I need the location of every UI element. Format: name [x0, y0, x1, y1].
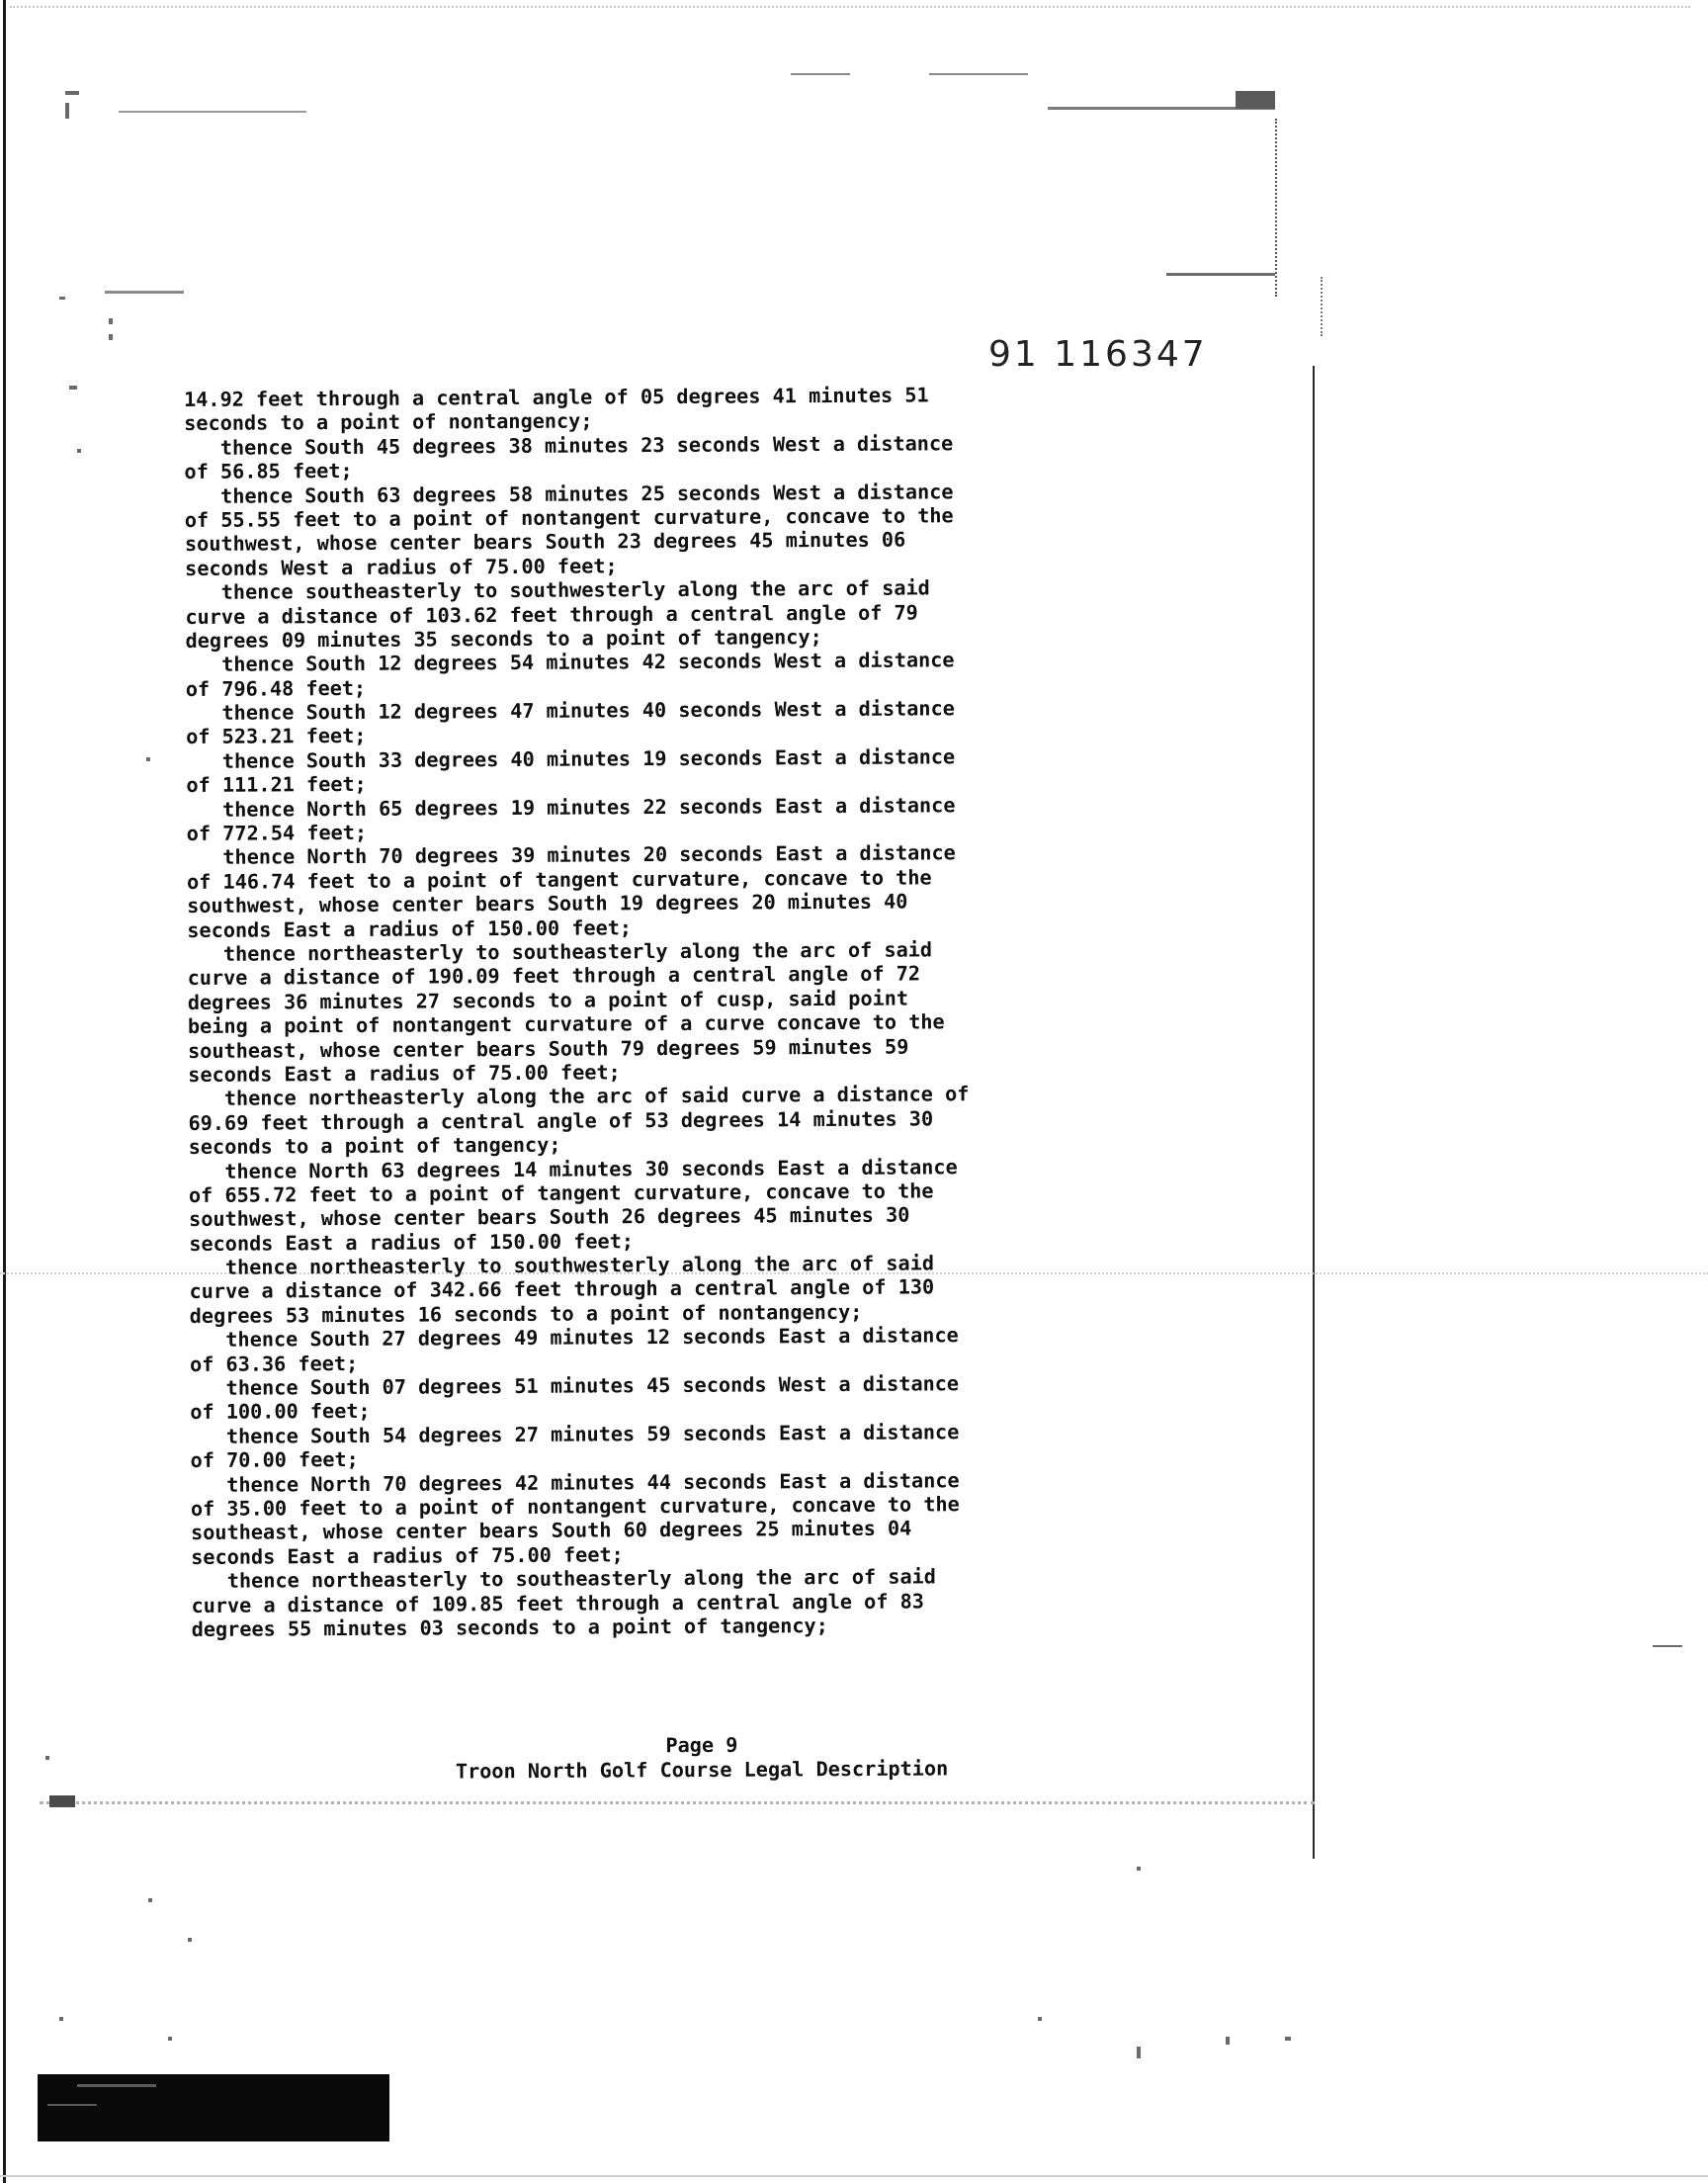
text-line: curve a distance of 103.62 feet through a central angle of 79: [185, 599, 918, 629]
text-line: degrees 36 minutes 27 seconds to a point of cusp, said point: [187, 986, 909, 1014]
text-line: 14.92 feet through a central angle of 05 degrees 41 minutes 51: [184, 383, 929, 411]
speck: [148, 1898, 152, 1902]
text-line: curve a distance of 109.85 feet through a central angle of 83: [191, 1588, 924, 1617]
text-line: thence North 65 degrees 19 minutes 22 seconds East a distance: [186, 792, 956, 822]
page-right-border: [1313, 366, 1315, 1859]
text-line: thence South 07 degrees 51 minutes 45 seconds West a distance: [190, 1371, 960, 1400]
text-line: thence South 27 degrees 49 minutes 12 seconds East a distance: [189, 1323, 959, 1353]
text-line: seconds East a radius of 75.00 feet;: [191, 1542, 624, 1569]
text-line: thence South 45 degrees 38 minutes 23 seconds West a distance: [184, 431, 954, 460]
scan-vertical-noise: [1275, 119, 1278, 297]
speck: [168, 2037, 172, 2041]
page-number-label: Page 9: [665, 1732, 738, 1758]
text-line: of 56.85 feet;: [184, 459, 353, 484]
speck: [1038, 2017, 1042, 2021]
text-line: degrees 53 minutes 16 seconds to a point of nontangency;: [189, 1299, 863, 1328]
text-line: thence South 54 degrees 27 minutes 59 seconds East a distance: [190, 1420, 960, 1448]
page-footer: [326, 1731, 1077, 1786]
speck: [65, 91, 79, 95]
text-line: of 70.00 feet;: [190, 1447, 359, 1473]
speck: [105, 291, 184, 294]
speck: [77, 449, 81, 453]
speck: [791, 73, 850, 75]
scan-edge-bottom: [0, 2175, 1708, 2177]
speck: [1285, 2037, 1291, 2041]
text-line: southeast, whose center bears South 60 degrees 25 minutes 04: [191, 1516, 912, 1545]
speck: [1226, 2037, 1230, 2045]
text-line: southeast, whose center bears South 79 degrees 59 minutes 59: [188, 1034, 909, 1063]
text-line: thence North 70 degrees 42 minutes 44 seconds East a distance: [190, 1467, 960, 1497]
speck: [65, 103, 69, 119]
speck: [1137, 2047, 1141, 2058]
text-line: seconds to a point of tangency;: [188, 1132, 561, 1160]
text-line: of 146.74 feet to a point of tangent curvature, concave to the: [186, 865, 932, 894]
document-number: 91 116347: [988, 334, 1208, 375]
text-line: 69.69 feet through a central angle of 53 degrees 14 minutes 30: [188, 1106, 934, 1135]
text-line: of 63.36 feet;: [189, 1351, 359, 1376]
text-line: of 55.55 feet to a point of nontangent curvature, concave to the: [184, 503, 954, 532]
text-line: thence northeasterly to southwesterly along the arc of said: [189, 1251, 935, 1280]
text-line: of 35.00 feet to a point of nontangent curvature, concave to the: [190, 1492, 960, 1521]
speck: [45, 1756, 49, 1760]
text-line: thence North 63 degrees 14 minutes 30 seconds East a distance: [188, 1154, 958, 1183]
speck: [1653, 1645, 1682, 1647]
speck: [929, 73, 1028, 75]
speck: [77, 2084, 156, 2087]
text-line: seconds West a radius of 75.00 feet;: [185, 554, 618, 580]
speck: [109, 318, 113, 324]
text-line: thence northeasterly to southeasterly along the arc of said: [191, 1564, 936, 1594]
text-line: of 523.21 feet;: [186, 724, 367, 749]
speck: [49, 1795, 75, 1807]
text-line: southwest, whose center bears South 26 degrees 45 minutes 30: [189, 1202, 910, 1232]
scan-bottom-noise: [40, 1801, 1315, 1805]
legal-description-body: [184, 382, 1210, 1642]
speck: [109, 334, 113, 340]
speck: [119, 111, 306, 113]
text-line: thence South 63 degrees 58 minutes 25 seconds West a distance: [184, 479, 954, 508]
text-line: thence South 12 degrees 54 minutes 42 seconds West a distance: [185, 648, 955, 677]
text-line: of 100.00 feet;: [190, 1399, 371, 1425]
text-line: being a point of nontangent curvature of a curve concave to the: [187, 1009, 945, 1039]
text-line: of 111.21 feet;: [186, 772, 367, 798]
text-line: curve a distance of 190.09 feet through a central angle of 72: [187, 961, 921, 991]
text-line: thence northeasterly to southeasterly along the arc of said: [187, 937, 933, 966]
speck: [69, 386, 77, 390]
text-line: southwest, whose center bears South 19 degrees 20 minutes 40: [187, 889, 908, 918]
text-line: thence North 70 degrees 39 minutes 20 seconds East a distance: [186, 840, 956, 870]
text-line: thence southeasterly to southwesterly along the arc of said: [185, 575, 930, 605]
text-line: seconds East a radius of 75.00 feet;: [188, 1060, 621, 1087]
speck: [146, 757, 150, 761]
speck: [1137, 1867, 1141, 1871]
speck: [1236, 91, 1275, 109]
scan-top-noise: [10, 6, 1690, 10]
text-line: of 796.48 feet;: [185, 675, 367, 701]
speck: [59, 297, 65, 300]
text-line: thence northeasterly along the arc of said curve a distance of: [188, 1082, 970, 1111]
speck: [59, 2017, 63, 2021]
scan-edge-left: [3, 0, 6, 2183]
text-line: degrees 55 minutes 03 seconds to a point of tangency;: [191, 1613, 828, 1641]
scan-vertical-noise-far: [1321, 277, 1324, 336]
text-line: thence South 33 degrees 40 minutes 19 seconds East a distance: [186, 744, 956, 773]
speck: [188, 1938, 192, 1942]
text-line: southwest, whose center bears South 23 degrees 45 minutes 06: [184, 527, 906, 557]
text-line: seconds to a point of nontangency;: [184, 408, 593, 436]
speck: [1166, 273, 1275, 276]
text-line: seconds East a radius of 150.00 feet;: [189, 1228, 635, 1256]
text-line: degrees 09 minutes 35 seconds to a point of tangency;: [185, 624, 822, 653]
text-line: seconds East a radius of 150.00 feet;: [187, 915, 633, 942]
text-line: of 772.54 feet;: [186, 820, 368, 846]
document-title: Troon North Golf Course Legal Description: [455, 1756, 949, 1784]
text-line: curve a distance of 342.66 feet through a central angle of 130: [189, 1274, 935, 1304]
speck: [47, 2104, 97, 2106]
text-line: of 655.72 feet to a point of tangent curvature, concave to the: [188, 1179, 934, 1207]
text-line: thence South 12 degrees 47 minutes 40 seconds West a distance: [185, 696, 955, 726]
redaction-block: [38, 2074, 389, 2141]
